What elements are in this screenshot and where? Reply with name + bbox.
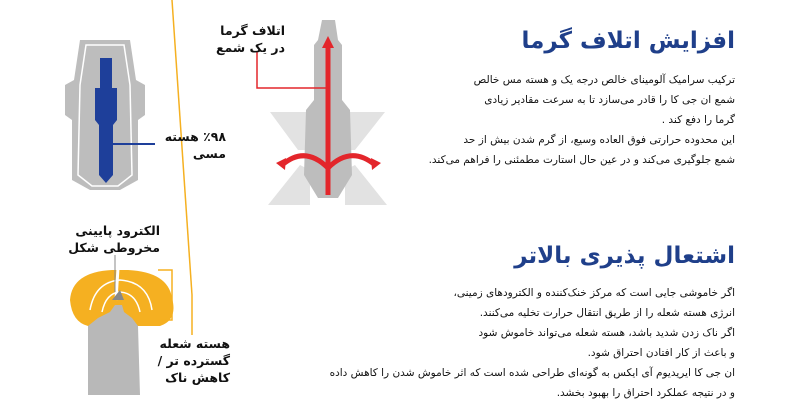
electrode-label xyxy=(60,222,160,256)
label-line: در یک شمع xyxy=(215,40,285,55)
body-line: گرما را دفع کند . xyxy=(661,114,735,126)
ignition-section-title: اشتعال پذیری بالاتر xyxy=(514,243,735,269)
body-line: ترکیب سرامیک آلومینای خالص درجه یک و هسته مس خالص xyxy=(473,74,735,86)
body-line: اگر خاموشی جایی است که مرکز خنک‌کننده و الکترودهای زمینی، xyxy=(453,287,735,299)
body-line: این محدوده حرارتی فوق العاده وسیع، از گرم شدن بیش از حد xyxy=(463,134,735,146)
heat-section-title: افزایش اتلاف گرما xyxy=(521,28,735,54)
body-line: شمع جلوگیری می‌کند و در عین حال استارت مطمئنی را فراهم می‌کند. xyxy=(428,154,735,166)
label-line: الکترود پایینی xyxy=(75,223,160,238)
label-line: ٪۹۸ هسته xyxy=(164,129,226,144)
ignition-section-body xyxy=(330,283,735,402)
label-line: اتلاف گرما xyxy=(220,23,285,38)
copper-core-label xyxy=(150,128,226,162)
label-line: هسته شعله xyxy=(159,336,230,351)
heat-section-body xyxy=(429,70,735,170)
body-line: ان جی کا ایریدیوم آی ایکس به گونه‌ای طراحی شده است که اثر خاموش شدن را کاهش داده xyxy=(329,367,735,379)
body-line: انرژی هسته شعله را از طریق انتقال حرارت تخلیه می‌کنند. xyxy=(479,307,735,319)
body-line: و باعث از کار افتادن احتراق شود. xyxy=(587,347,735,359)
flame-kernel-label xyxy=(150,335,230,386)
body-line: و در نتیجه عملکرد احتراق را بهبود بخشد. xyxy=(556,387,735,399)
label-line: گسترده تر / xyxy=(157,353,230,368)
copper-core-plug-illustration xyxy=(65,40,155,190)
label-line: کاهش ناک xyxy=(165,370,230,385)
label-line: مسی xyxy=(192,146,226,161)
body-line: اگر ناک زدن شدید باشد، هسته شعله می‌تواند خاموش شود xyxy=(478,327,735,339)
label-line: مخروطی شکل xyxy=(68,240,160,255)
body-line: شمع ان جی کا را قادر می‌سازد تا به سرعت مقادیر زیادی xyxy=(484,94,735,106)
heat-loss-label xyxy=(205,22,285,56)
